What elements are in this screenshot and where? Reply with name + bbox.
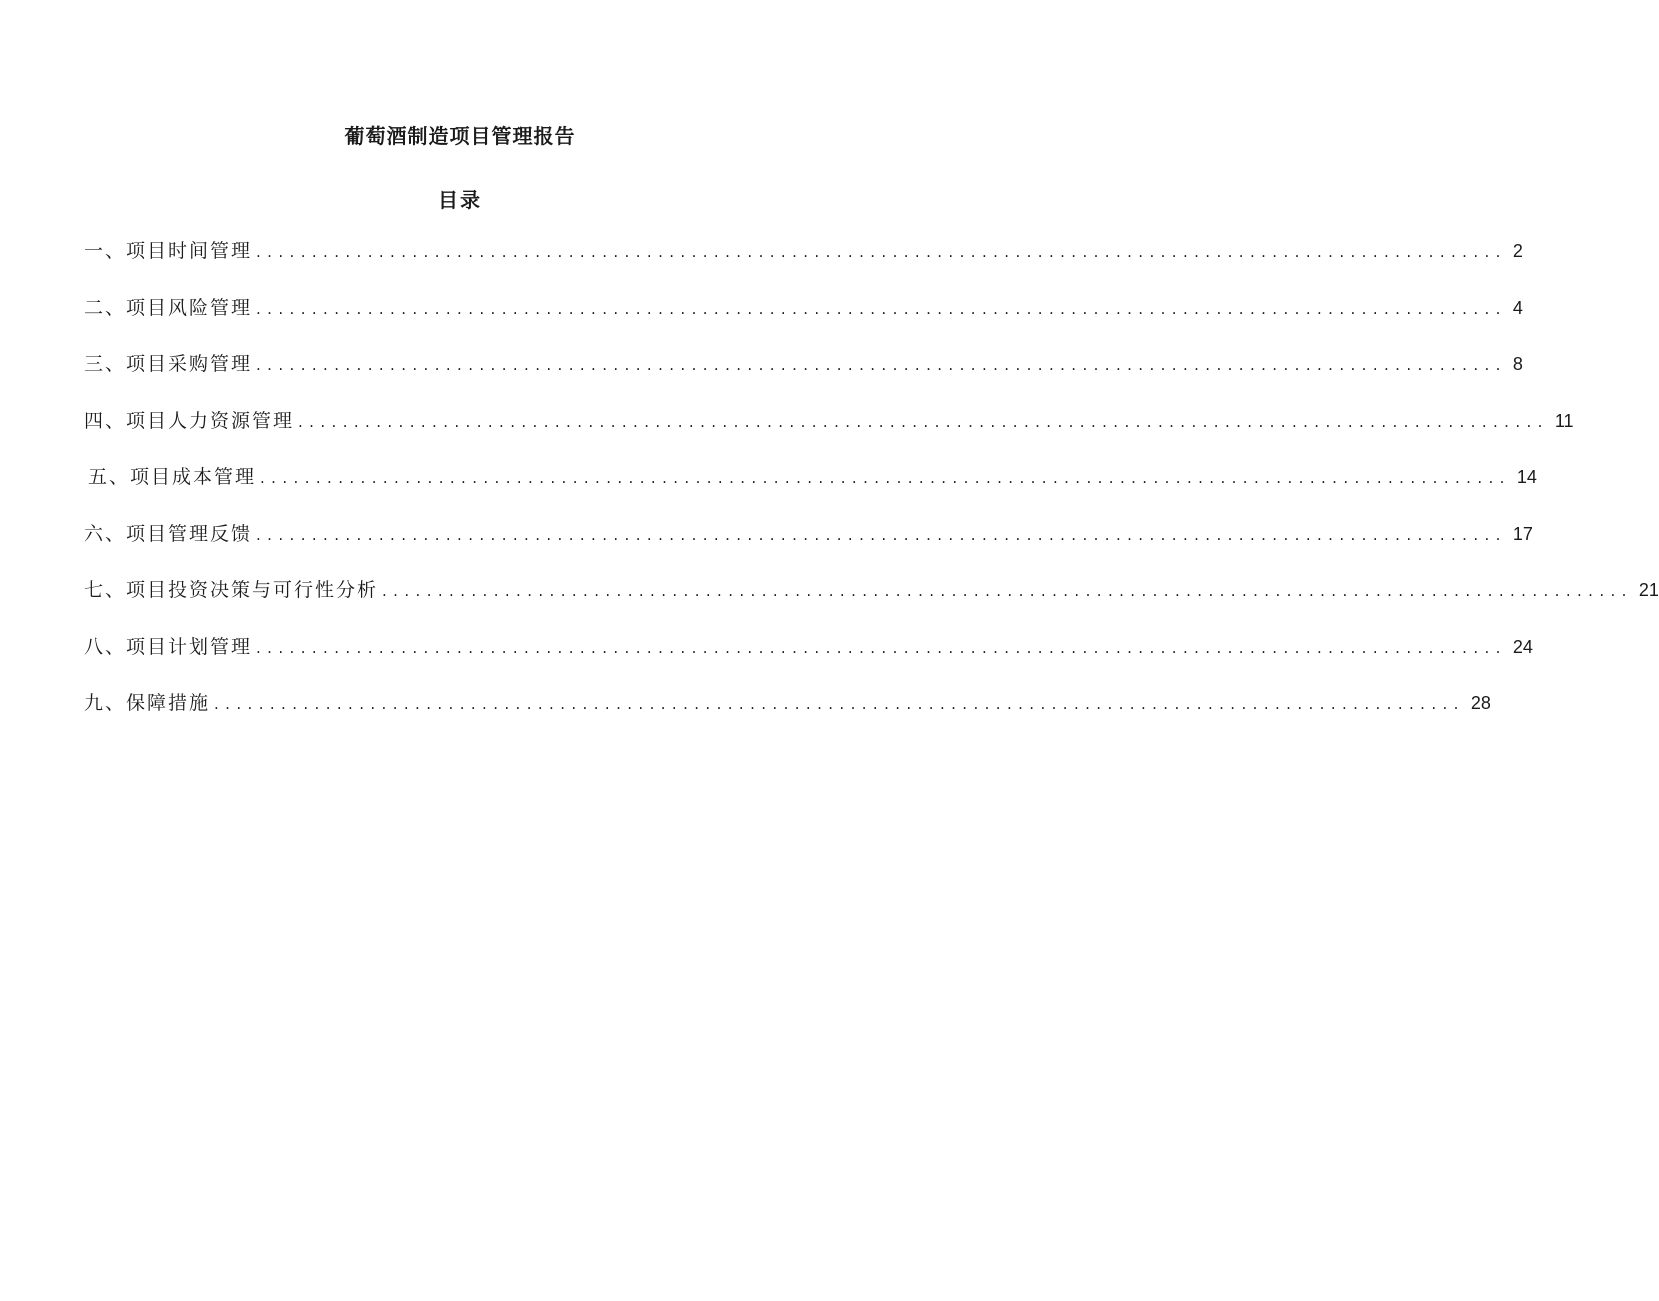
toc-entry-page: 4 [1512, 297, 1523, 318]
toc-entry-page: 2 [1512, 241, 1523, 261]
toc-entry-4[interactable] [84, 406, 1574, 463]
toc-heading: 目录 [438, 188, 482, 212]
toc-entry-page: 14 [1516, 467, 1537, 487]
toc-entry-7[interactable] [84, 575, 1659, 632]
toc-entry-page: 28 [1470, 693, 1491, 713]
toc-dot-leader: ................................................................................................................ [214, 695, 1465, 713]
toc-entry-page: 21 [1638, 580, 1659, 600]
toc-entry-label: 一、项目时间管理 [84, 240, 253, 262]
toc-entry-label: 四、项目人力资源管理 [84, 409, 295, 432]
toc-entry-3[interactable] [84, 349, 1523, 406]
toc-entry-label: 六、项目管理反馈 [84, 522, 253, 545]
toc-dot-leader: ................................................................................................................ [256, 525, 1507, 544]
toc-entry-page: 24 [1512, 636, 1533, 657]
toc-entry-label: 八、项目计划管理 [84, 635, 253, 658]
toc-dot-leader: ................................................................................................................ [256, 299, 1507, 318]
toc-entry-2[interactable] [84, 293, 1523, 350]
toc-dot-leader: ................................................................................................................ [382, 582, 1633, 600]
toc-entry-label: 七、项目投资决策与可行性分析 [84, 579, 379, 601]
toc-dot-leader: ................................................................................................................ [256, 356, 1507, 374]
toc-entry-label: 二、项目风险管理 [84, 296, 253, 319]
toc-entry-5[interactable] [84, 462, 1537, 519]
toc-entry-9[interactable] [84, 688, 1491, 745]
toc-dot-leader: ................................................................................................................ [256, 638, 1507, 657]
toc-entry-page: 8 [1512, 354, 1523, 374]
toc-dot-leader: ................................................................................................................ [256, 243, 1507, 261]
toc-entry-8[interactable] [84, 632, 1533, 689]
toc-entry-page: 17 [1512, 523, 1533, 544]
table-of-contents [84, 236, 1659, 745]
toc-entry-6[interactable] [84, 519, 1533, 576]
toc-entry-label: 九、保障措施 [84, 692, 211, 714]
toc-entry-label: 五、项目成本管理 [88, 466, 257, 488]
toc-entry-page: 11 [1554, 410, 1574, 431]
toc-dot-leader: ................................................................................................................ [260, 469, 1511, 487]
toc-entry-1[interactable] [84, 236, 1523, 293]
toc-dot-leader: ................................................................................................................ [298, 412, 1549, 431]
toc-entry-label: 三、项目采购管理 [84, 353, 253, 375]
document-title: 葡萄酒制造项目管理报告 [344, 124, 576, 148]
